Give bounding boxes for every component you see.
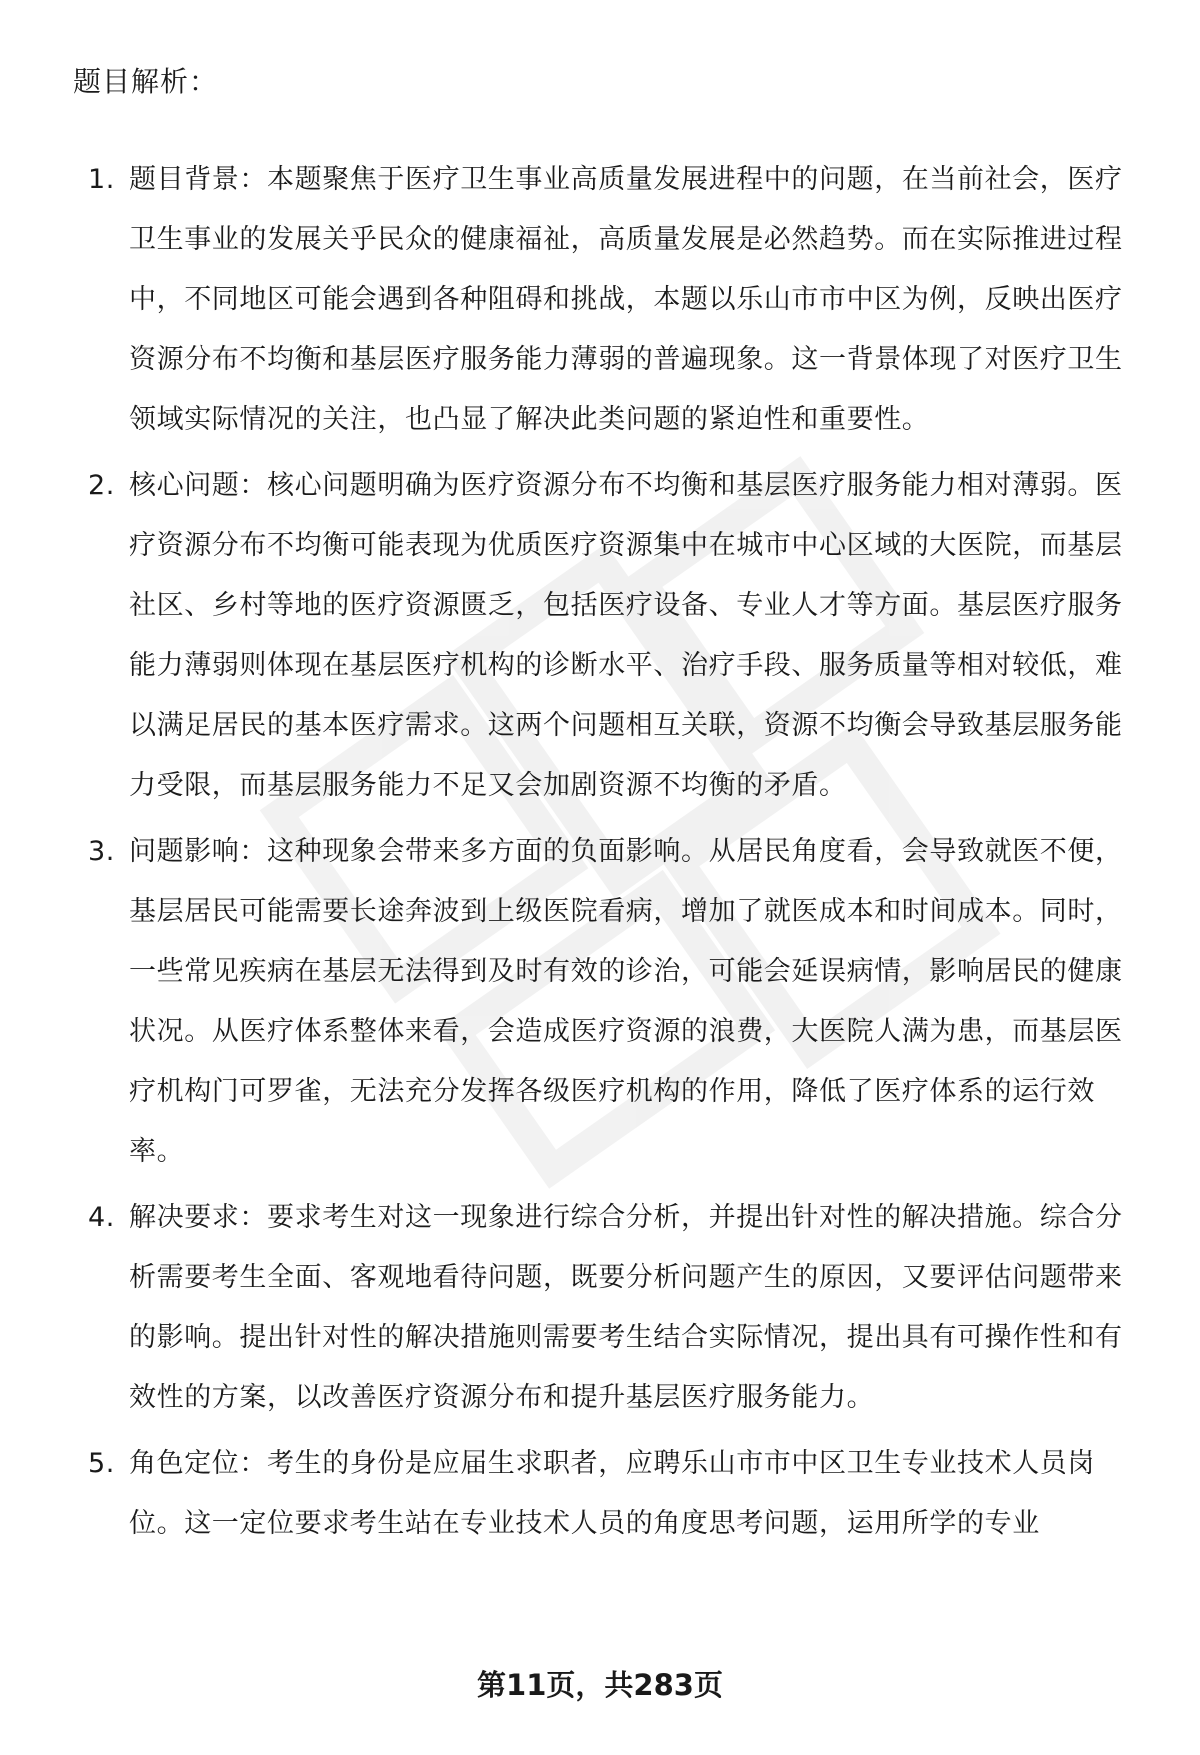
list-item [80,150,1140,450]
list-item-number: 3. [88,836,115,867]
list-item-text: 题目背景：本题聚焦于医疗卫生事业高质量发展进程中的问题，在当前社会，医疗卫生事业的发展关乎民众的健康福祉，高质量发展是必然趋势。而在实际推进过程中，不同地区可能会遇到各种阻碍和挑战，本题以乐山市市中区为例，反映出医疗资源分布不均衡和基层医疗服务能力薄弱的普遍现象。这一背景体现了对医疗卫生领域实际情况的关注，也凸显了解决此类问题的紧迫性和重要性。 [129,164,1123,435]
list-item [80,1188,1140,1428]
list-item-number: 2. [88,470,115,501]
analysis-list [80,150,1140,1560]
list-item-text: 问题影响：这种现象会带来多方面的负面影响。从居民角度看，会导致就医不便，基层居民可能需要长途奔波到上级医院看病，增加了就医成本和时间成本。同时，一些常见疾病在基层无法得到及时有效的诊治，可能会延误病情，影响居民的健康状况。从医疗体系整体来看，会造成医疗资源的浪费，大医院人满为患，而基层医疗机构门可罗雀，无法充分发挥各级医疗机构的作用，降低了医疗体系的运行效率。 [129,836,1123,1167]
list-item-number: 5. [88,1448,115,1479]
list-item-number: 4. [88,1202,115,1233]
section-title: 题目解析： [73,65,219,98]
page-number-footer: 第11页，共283页 [477,1668,723,1702]
list-item [80,822,1140,1182]
list-item-number: 1. [88,164,115,195]
list-item-text: 角色定位：考生的身份是应届生求职者，应聘乐山市市中区卫生专业技术人员岗位。这一定位要求考生站在专业技术人员的角度思考问题，运用所学的专业 [129,1448,1095,1539]
list-item-text: 核心问题：核心问题明确为医疗资源分布不均衡和基层医疗服务能力相对薄弱。医疗资源分布不均衡可能表现为优质医疗资源集中在城市中心区域的大医院，而基层社区、乡村等地的医疗资源匮乏，包括医疗设备、专业人才等方面。基层医疗服务能力薄弱则体现在基层医疗机构的诊断水平、治疗手段、服务质量等相对较低，难以满足居民的基本医疗需求。这两个问题相互关联，资源不均衡会导致基层服务能力受限，而基层服务能力不足又会加剧资源不均衡的矛盾。 [129,470,1123,801]
list-item-text: 解决要求：要求考生对这一现象进行综合分析，并提出针对性的解决措施。综合分析需要考生全面、客观地看待问题，既要分析问题产生的原因，又要评估问题带来的影响。提出针对性的解决措施则需要考生结合实际情况，提出具有可操作性和有效性的方案，以改善医疗资源分布和提升基层医疗服务能力。 [129,1202,1123,1413]
list-item [80,1434,1140,1554]
list-item [80,456,1140,816]
